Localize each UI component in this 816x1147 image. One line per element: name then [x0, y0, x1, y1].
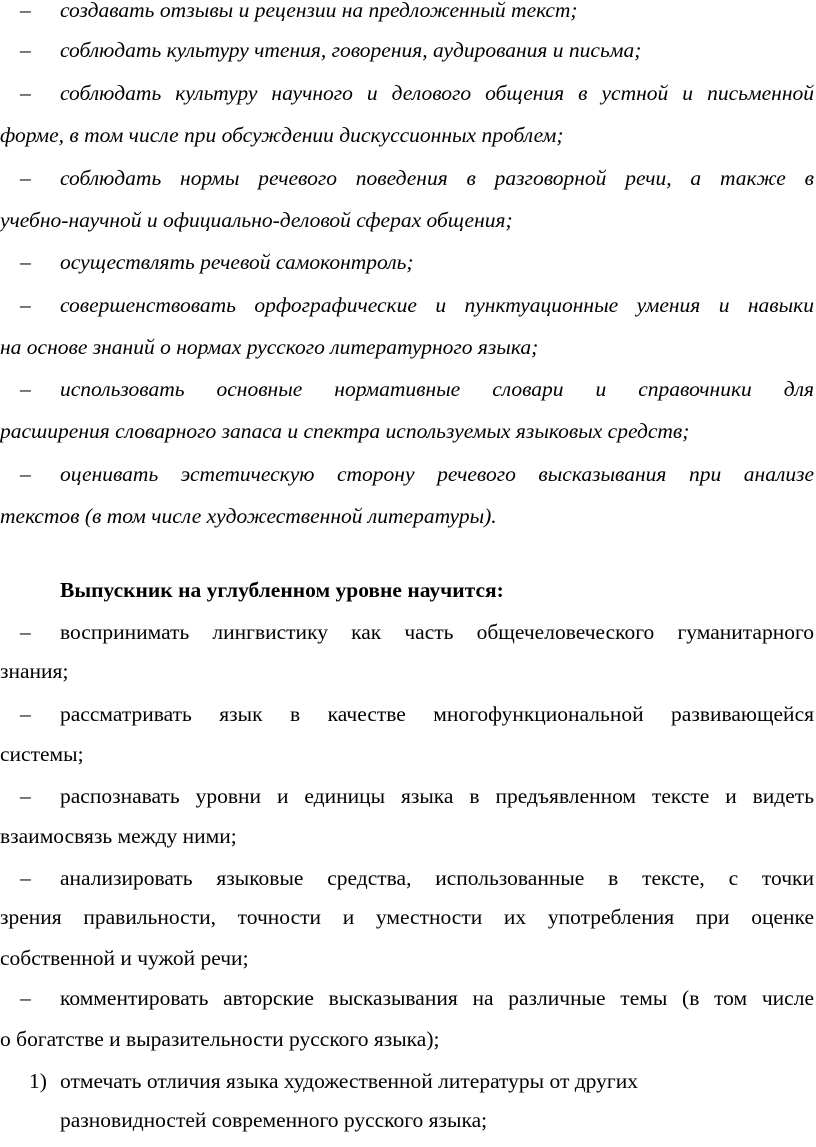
dash-marker: – — [20, 81, 31, 105]
dash-marker: – — [20, 166, 31, 190]
list-item-continuation: взаимосвязь между ними; — [0, 824, 237, 848]
dash-marker: – — [20, 866, 31, 890]
dash-marker: – — [20, 293, 31, 317]
list-item-continuation: системы; — [0, 742, 84, 766]
list-item-continuation: собственной и чужой речи; — [0, 946, 249, 970]
dash-marker: – — [20, 250, 31, 274]
section-heading: Выпускник на углубленном уровне научится: — [60, 578, 504, 602]
dash-marker: – — [20, 620, 31, 644]
list-item-continuation: на основе знаний о нормах русского литературного языка; — [0, 335, 539, 359]
dash-marker: – — [20, 784, 31, 808]
list-item-continuation: разновидностей современного русского языка; — [60, 1108, 488, 1132]
list-item-continuation: знания; — [0, 659, 69, 683]
dash-marker: – — [20, 38, 31, 62]
list-item-continuation: форме, в том числе при обсуждении дискуссионных проблем; — [0, 123, 564, 147]
dash-marker: – — [20, 702, 31, 726]
list-item-continuation: о богатстве и выразительности русского языка); — [0, 1027, 440, 1051]
dash-marker: – — [20, 462, 31, 486]
list-item-continuation: учебно-научной и официально-деловой сферах общения; — [0, 208, 513, 232]
list-item-continuation: расширения словарного запаса и спектра используемых языковых средств; — [0, 419, 690, 443]
item-number: 1) — [29, 1069, 47, 1093]
list-item-continuation: зрения правильности, точности и уместности их употребления при оценке — [0, 905, 814, 929]
list-item-continuation: текстов (в том числе художественной литературы). — [0, 504, 497, 528]
dash-marker: – — [20, 0, 31, 22]
dash-marker: – — [20, 986, 31, 1010]
dash-marker: – — [20, 377, 31, 401]
